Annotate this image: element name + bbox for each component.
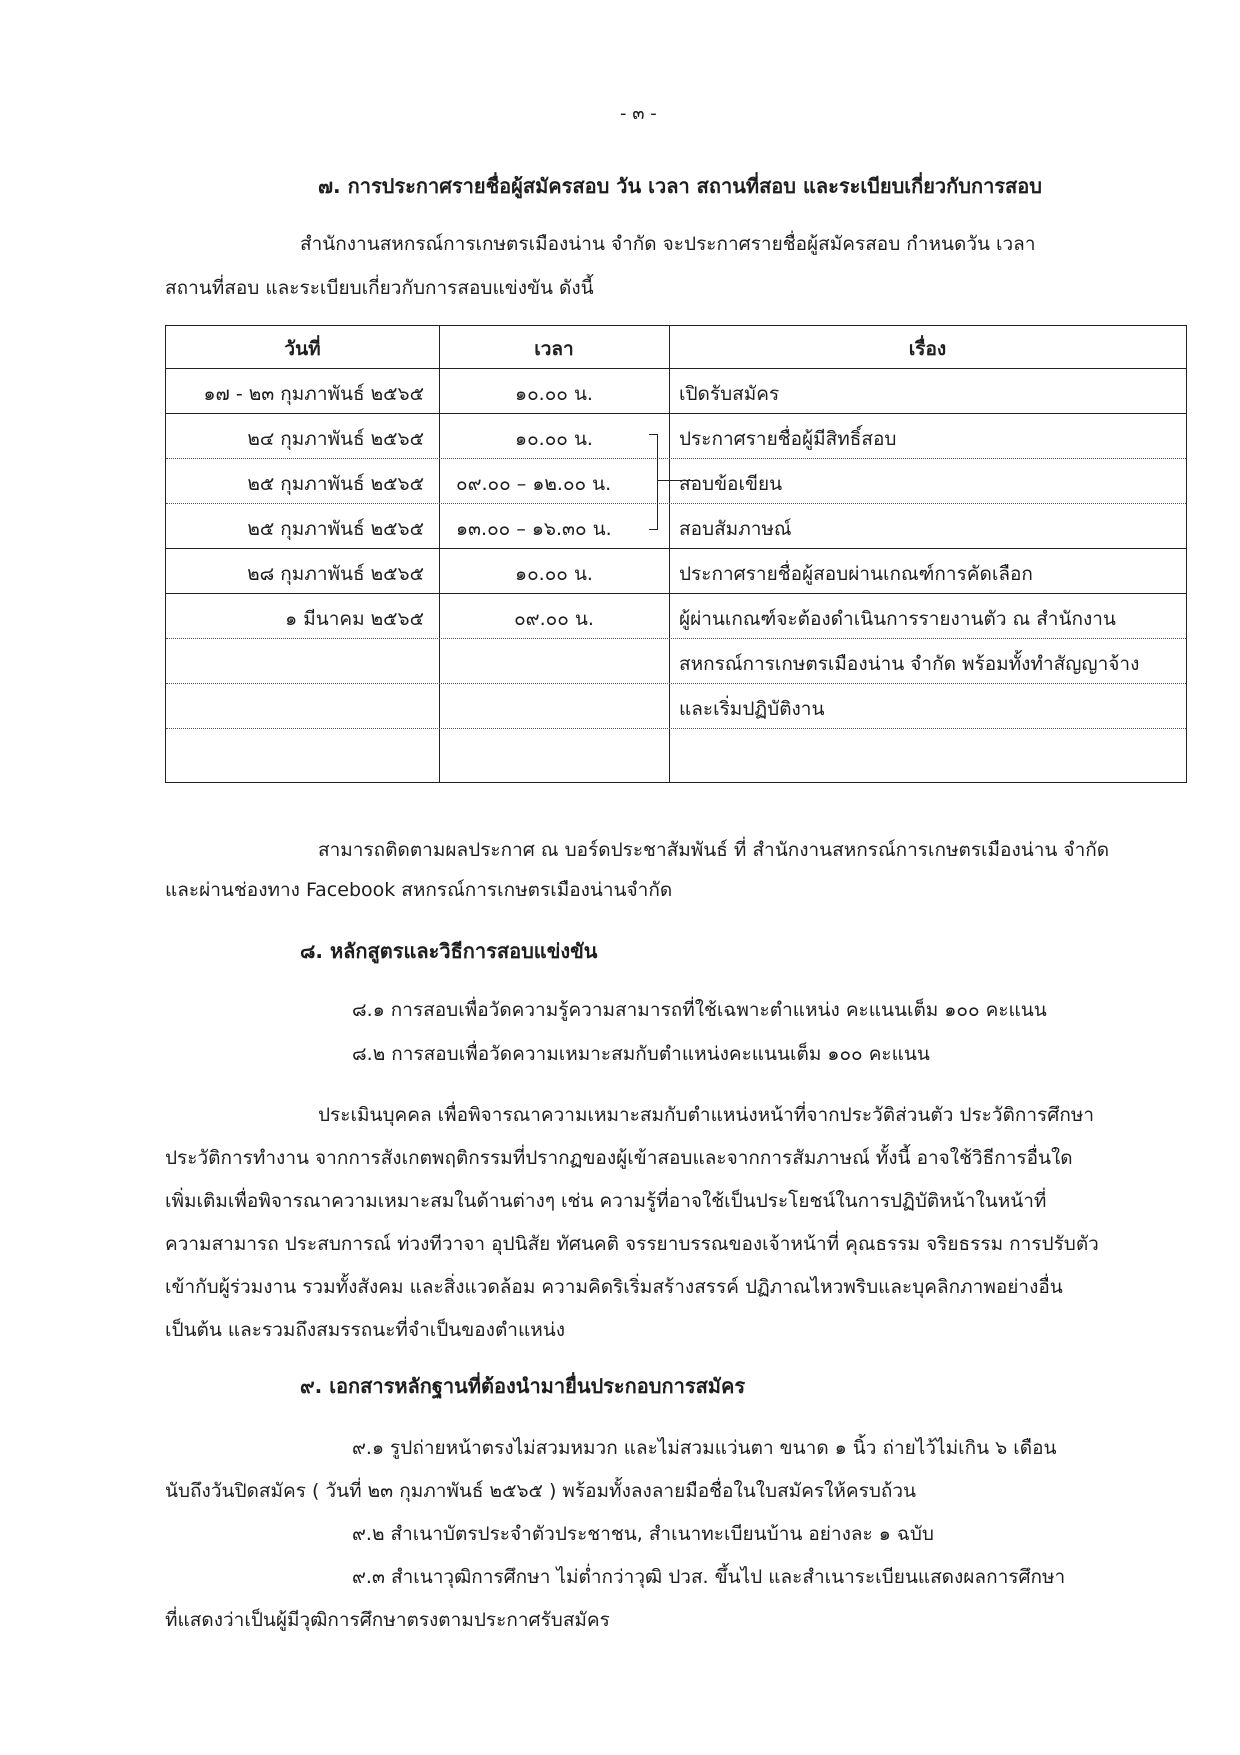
row-divider xyxy=(166,548,1186,549)
column-divider xyxy=(669,326,670,782)
section-7-intro-line-1: สำนักงานสหกรณ์การเกษตรเมืองน่าน จำกัด จะประกาศรายชื่อผู้สมัครสอบ กำหนดวัน เวลา xyxy=(300,233,1036,255)
row-7-subject: สหกรณ์การเกษตรเมืองน่าน จำกัด พร้อมทั้งทำสัญญาจ้าง xyxy=(679,653,1140,675)
row-3-time: ๐๙.๐๐ – ๑๒.๐๐ น. xyxy=(456,473,612,495)
row-6-time: ๐๙.๐๐ น. xyxy=(514,608,594,630)
row-divider xyxy=(166,638,1186,639)
row-divider xyxy=(166,728,1186,729)
row-5-time: ๑๐.๐๐ น. xyxy=(515,563,593,585)
row-2-time: ๑๐.๐๐ น. xyxy=(515,428,593,450)
row-4-time: ๑๓.๐๐ – ๑๖.๓๐ น. xyxy=(456,518,612,540)
row-5-date: ๒๘ กุมภาพันธ์ ๒๕๖๕ xyxy=(247,563,424,585)
follow-line-1: สามารถติดตามผลประกาศ ณ บอร์ดประชาสัมพันธ์ ที่ สำนักงานสหกรณ์การเกษตรเมืองน่าน จำกัด xyxy=(318,839,1110,861)
row-divider xyxy=(166,458,1186,459)
section-8-item-2: ๘.๒ การสอบเพื่อวัดความเหมาะสมกับตำแหน่งคะแนนเต็ม ๑๐๐ คะแนน xyxy=(352,1043,930,1065)
row-4-subject: สอบสัมภาษณ์ xyxy=(679,518,792,540)
row-1-time: ๑๐.๐๐ น. xyxy=(515,383,593,405)
page-number: - ๓ - xyxy=(620,103,657,124)
section-9-title: ๙. เอกสารหลักฐานที่ต้องนำมายื่นประกอบการสมัคร xyxy=(300,1374,746,1398)
section-7-title: ๗. การประกาศรายชื่อผู้สมัครสอบ วัน เวลา สถานที่สอบ และระเบียบเกี่ยวกับการสอบ xyxy=(318,174,1042,198)
row-1-date: ๑๗ - ๒๓ กุมภาพันธ์ ๒๕๖๕ xyxy=(203,383,424,405)
section-8-para-line-3: เพิ่มเติมเพื่อพิจารณาความเหมาะสมในด้านต่างๆ เช่น ความรู้ที่อาจใช้เป็นประโยชน์ในการปฏิบัติหน้าในหน้าที่ xyxy=(165,1190,1047,1212)
brace-connector xyxy=(657,480,699,481)
section-8-para-line-2: ประวัติการทำงาน จากการสังเกตพฤติกรรมที่ปรากฏของผู้เข้าสอบและจากการสัมภาษณ์ ทั้งนี้ อาจใช้วิธีการอื่นใด xyxy=(165,1147,1073,1169)
row-divider xyxy=(166,503,1186,504)
section-8-para-line-1: ประเมินบุคคล เพื่อพิจารณาความเหมาะสมกับตำแหน่งหน้าที่จากประวัติส่วนตัว ประวัติการศึกษา xyxy=(318,1104,1095,1126)
section-9-item-1-line-2: นับถึงวันปิดสมัคร ( วันที่ ๒๓ กุมภาพันธ์ ๒๕๖๕ ) พร้อมทั้งลงลายมือชื่อในใบสมัครให้ครบถ้วน xyxy=(165,1480,917,1502)
row-5-subject: ประกาศรายชื่อผู้สอบผ่านเกณฑ์การคัดเลือก xyxy=(679,563,1033,585)
row-divider xyxy=(166,593,1186,594)
row-1-subject: เปิดรับสมัคร xyxy=(679,383,780,405)
row-3-subject: สอบข้อเขียน xyxy=(679,473,783,495)
section-9-item-3-line-2: ที่แสดงว่าเป็นผู้มีวุฒิการศึกษาตรงตามประกาศรับสมัคร xyxy=(165,1609,610,1631)
row-8-subject: และเริ่มปฏิบัติงาน xyxy=(679,698,825,720)
row-3-date: ๒๕ กุมภาพันธ์ ๒๕๖๕ xyxy=(247,473,424,495)
brace-mark xyxy=(649,434,658,530)
section-9-item-2: ๙.๒ สำเนาบัตรประจำตัวประชาชน, สำเนาทะเบียนบ้าน อย่างละ ๑ ฉบับ xyxy=(352,1523,934,1545)
row-2-subject: ประกาศรายชื่อผู้มีสิทธิ์สอบ xyxy=(679,428,897,450)
section-8-para-line-4: ความสามารถ ประสบการณ์ ท่วงทีวาจา อุปนิสัย ทัศนคติ จรรยาบรรณของเจ้าหน้าที่ คุณธรรม จริยธรรม การปรับตัว xyxy=(165,1233,1099,1255)
row-divider xyxy=(166,368,1186,369)
section-7-intro-line-2: สถานที่สอบ และระเบียบเกี่ยวกับการสอบแข่งขัน ดังนี้ xyxy=(165,277,594,299)
section-8-item-1: ๘.๑ การสอบเพื่อวัดความรู้ความสามารถที่ใช้เฉพาะตำแหน่ง คะแนนเต็ม ๑๐๐ คะแนน xyxy=(352,999,1047,1021)
header-subject: เรื่อง xyxy=(908,338,947,360)
section-9-item-3-line-1: ๙.๓ สำเนาวุฒิการศึกษา ไม่ต่ำกว่าวุฒิ ปวส. ขึ้นไป และสำเนาระเบียนแสดงผลการศึกษา xyxy=(352,1566,1066,1588)
row-2-date: ๒๔ กุมภาพันธ์ ๒๕๖๕ xyxy=(247,428,424,450)
row-6-subject: ผู้ผ่านเกณฑ์จะต้องดำเนินการรายงานตัว ณ สำนักงาน xyxy=(679,608,1116,630)
row-divider xyxy=(166,413,1186,414)
header-date: วันที่ xyxy=(284,338,321,360)
section-8-para-line-6: เป็นต้น และรวมถึงสมรรถนะที่จำเป็นของตำแหน่ง xyxy=(165,1319,566,1341)
row-6-date: ๑ มีนาคม ๒๕๖๕ xyxy=(285,608,424,630)
row-divider xyxy=(166,683,1186,684)
section-8-title: ๘. หลักสูตรและวิธีการสอบแข่งขัน xyxy=(300,939,598,963)
section-9-item-1-line-1: ๙.๑ รูปถ่ายหน้าตรงไม่สวมหมวก และไม่สวมแว่นตา ขนาด ๑ นิ้ว ถ่ายไว้ไม่เกิน ๖ เดือน xyxy=(352,1437,1057,1459)
section-8-para-line-5: เข้ากับผู้ร่วมงาน รวมทั้งสังคม และสิ่งแวดล้อม ความคิดริเริ่มสร้างสรรค์ ปฏิภาณไหวพริบและบุคลิกภาพอย่างอื่น xyxy=(165,1276,1063,1298)
schedule-table xyxy=(165,325,1187,783)
follow-line-2: และผ่านช่องทาง Facebook สหกรณ์การเกษตรเมืองน่านจำกัด xyxy=(165,879,673,901)
row-4-date: ๒๕ กุมภาพันธ์ ๒๕๖๕ xyxy=(247,518,424,540)
header-time: เวลา xyxy=(534,338,574,360)
